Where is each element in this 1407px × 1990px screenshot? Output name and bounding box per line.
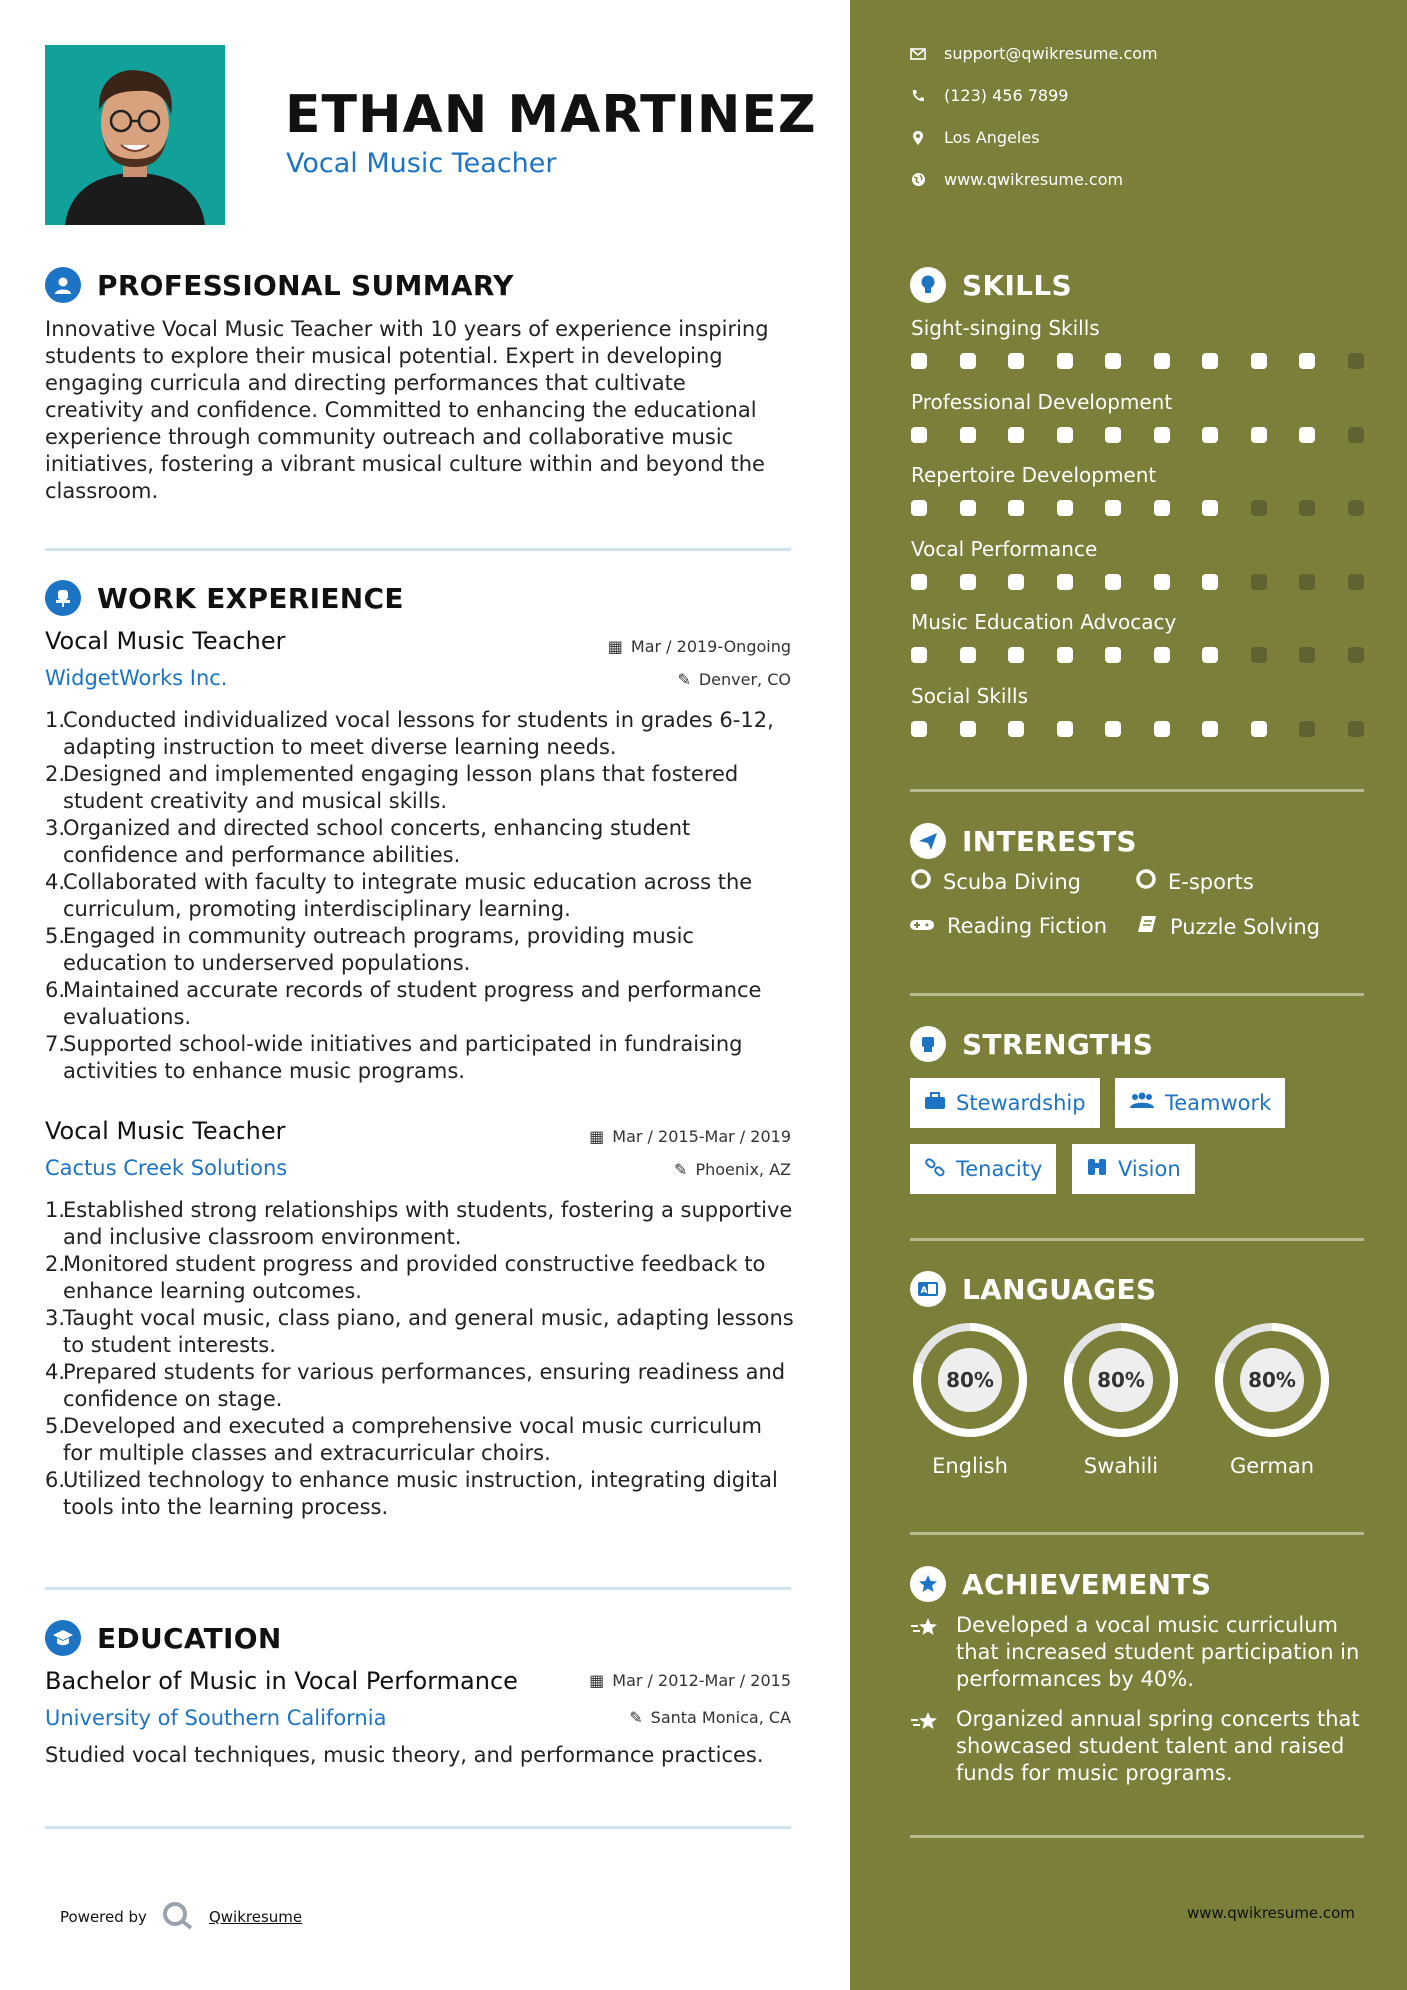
language-progress-ring (908, 1318, 1032, 1442)
skill-dot (1299, 574, 1315, 590)
skill-dot (960, 427, 976, 443)
skill-dot (1008, 427, 1024, 443)
skill-dot (911, 574, 927, 590)
bullet-text: Organized and directed school concerts, enhancing student confidence and performance abilities. (63, 816, 691, 867)
bullet-number: 7. (45, 1032, 66, 1056)
achievement-text: Developed a vocal music curriculum that increased student participation in performances by 40%. (956, 1613, 1360, 1691)
bullet-number: 2. (45, 1252, 66, 1276)
job-dates-text: Mar / 2015-Mar / 2019 (612, 1127, 791, 1146)
link-icon (924, 1157, 946, 1182)
summary-title: PROFESSIONAL SUMMARY (97, 268, 514, 302)
job-title: Vocal Music Teacher (45, 1117, 286, 1145)
skill-rating (911, 500, 1364, 516)
skill-dot (1251, 647, 1267, 663)
skill-dot (960, 647, 976, 663)
divider (910, 789, 1364, 792)
briefcase-chair-icon (45, 580, 81, 616)
skill-name: Social Skills (911, 683, 1029, 708)
achievement-item (910, 1706, 1370, 1787)
company-name: Cactus Creek Solutions (45, 1156, 288, 1180)
footer-website[interactable]: www.qwikresume.com (1187, 1904, 1355, 1922)
bullet-number: 4. (45, 1360, 66, 1384)
skill-dot (1057, 500, 1073, 516)
job-bullet (45, 1467, 795, 1521)
skill-dot (960, 353, 976, 369)
experience-title: WORK EXPERIENCE (97, 581, 404, 615)
education-description: Studied vocal techniques, music theory, and performance practices. (45, 1743, 764, 1767)
bullet-text: Established strong relationships with students, fostering a supportive and inclusive classroom environment. (63, 1198, 793, 1249)
job-bullet (45, 923, 795, 977)
language-progress-ring (1059, 1318, 1183, 1442)
summary-text: Innovative Vocal Music Teacher with 10 years of experience inspiring students to explore their musical potential. Expert in developing engaging curricula and directing performances that cultivate creativity and confidence. Committed to enhancing the educational experience through community outreach and collaborative music initiatives, fostering a vibrant musical culture within and beyond the classroom. (45, 317, 769, 503)
contact-phone-text: (123) 456 7899 (944, 86, 1069, 105)
skill-dot (1348, 647, 1364, 663)
bullet-text: Designed and implemented engaging lesson plans that fostered student creativity and musical skills. (63, 762, 739, 813)
bullet-number: 4. (45, 870, 66, 894)
divider (45, 1826, 791, 1829)
interest-label: E-sports (1168, 869, 1254, 894)
bullet-text: Collaborated with faculty to integrate music education across the curriculum, promoting interdisciplinary learning. (63, 870, 753, 921)
skill-name: Music Education Advocacy (911, 610, 1177, 634)
calendar-icon: ▦ (589, 1127, 605, 1146)
interests-title: INTERESTS (962, 824, 1137, 858)
strength-tag (1115, 1078, 1285, 1128)
skill-dot (1299, 647, 1315, 663)
skill-dot (1202, 721, 1218, 737)
contact-location-text: Los Angeles (944, 128, 1040, 147)
skill-dot (1154, 427, 1170, 443)
skill-name: Professional Development (911, 389, 1173, 414)
bullet-number: 6. (45, 1468, 66, 1492)
skill-dot (1105, 427, 1121, 443)
graduation-cap-icon (45, 1620, 81, 1656)
skill-dot (1105, 353, 1121, 369)
phone-icon (910, 88, 926, 104)
shooting-star-icon (910, 1706, 942, 1787)
skill-dot (1057, 721, 1073, 737)
skill-dot (911, 353, 927, 369)
job-dates (0, 637, 791, 656)
briefcase-icon (924, 1091, 946, 1115)
skill-dot (911, 500, 927, 516)
bullet-number: 1. (45, 1198, 66, 1222)
education-section-header (45, 1620, 282, 1656)
bullet-text: Maintained accurate records of student progress and performance evaluations. (63, 978, 762, 1029)
degree-title: Bachelor of Music in Vocal Performance (45, 1667, 518, 1695)
divider (45, 1587, 791, 1590)
skill-dot (1057, 427, 1073, 443)
skill-dot (1202, 647, 1218, 663)
strength-label: Tenacity (956, 1157, 1043, 1181)
contact-phone[interactable] (910, 86, 1068, 105)
language-icon (910, 1271, 946, 1307)
languages-title: LANGUAGES (962, 1272, 1157, 1306)
job-bullet (45, 977, 795, 1031)
skill-dot (1251, 353, 1267, 369)
language-name: German (1229, 1454, 1315, 1478)
binoculars-icon (1086, 1157, 1108, 1182)
skill-dot (1202, 353, 1218, 369)
job-bullet (45, 815, 795, 869)
skill-dot (1348, 353, 1364, 369)
summary-section-header (45, 267, 514, 303)
job-bullet (45, 707, 795, 761)
job-title: Vocal Music Teacher (45, 627, 286, 655)
interest-label: Puzzle Solving (1170, 914, 1320, 939)
language-item (1059, 1318, 1183, 1478)
skills-section-header (910, 267, 1072, 303)
strength-tag (1072, 1144, 1195, 1194)
strength-label: Teamwork (1165, 1091, 1272, 1115)
lifebuoy-icon (911, 869, 931, 894)
job-bullet (45, 1251, 795, 1305)
skill-dot (960, 500, 976, 516)
calendar-icon: ▦ (589, 1671, 605, 1690)
bullet-text: Engaged in community outreach programs, providing music education to underserved populations. (63, 924, 694, 975)
skill-rating (911, 647, 1364, 663)
skill-dot (1154, 500, 1170, 516)
interest-label: Scuba Diving (943, 869, 1081, 894)
skill-dot (1251, 574, 1267, 590)
job-bullet (45, 869, 795, 923)
skill-rating (911, 574, 1364, 590)
divider (910, 1835, 1364, 1838)
contact-location (910, 128, 1040, 147)
contact-email-text: support@qwikresume.com (944, 44, 1158, 63)
job-bullet (45, 1305, 795, 1359)
skill-rating (911, 353, 1364, 369)
qwikresume-link[interactable]: Qwikresume (208, 1908, 303, 1926)
job-bullet (45, 1413, 795, 1467)
language-progress-ring (1210, 1318, 1334, 1442)
globe-icon (910, 172, 926, 188)
map-marker-icon (910, 130, 926, 146)
skill-name: Repertoire Development (911, 463, 1157, 487)
education-title: EDUCATION (97, 1621, 282, 1655)
bullet-text: Monitored student progress and provided constructive feedback to enhance learning outcomes. (63, 1252, 766, 1303)
skill-dot (1251, 721, 1267, 737)
language-name: Swahili (1083, 1454, 1159, 1478)
skill-name: Sight-singing Skills (911, 316, 1100, 340)
strength-tag (910, 1144, 1056, 1194)
job-bullet (45, 1031, 795, 1085)
skill-dot (1251, 427, 1267, 443)
job-location (0, 670, 791, 689)
language-percent: 80% (1248, 1368, 1296, 1392)
language-name: English (932, 1454, 1008, 1478)
job-dates (0, 1127, 791, 1146)
lightbulb-icon (910, 267, 946, 303)
powered-by-label: Powered by (60, 1908, 147, 1926)
skill-dot (1299, 721, 1315, 737)
job-location-text: Phoenix, AZ (695, 1160, 791, 1179)
skill-dot (1348, 574, 1364, 590)
job-bullet (45, 1359, 795, 1413)
job-dates-text: Mar / 2019-Ongoing (630, 637, 791, 656)
skill-dot (1202, 574, 1218, 590)
company-name: WidgetWorks Inc. (45, 666, 228, 690)
interests-section-header (910, 823, 1137, 859)
skill-dot (1202, 427, 1218, 443)
strength-label: Stewardship (956, 1091, 1086, 1115)
divider (45, 548, 791, 551)
strengths-title: STRENGTHS (962, 1027, 1154, 1061)
fist-icon (910, 1026, 946, 1062)
language-percent: 80% (1097, 1368, 1145, 1392)
skill-dot (1057, 647, 1073, 663)
bullet-number: 3. (45, 816, 66, 840)
education-dates (0, 1671, 791, 1690)
achievements-title: ACHIEVEMENTS (962, 1567, 1212, 1601)
skill-dot (1105, 647, 1121, 663)
pin-icon: ✎ (674, 1160, 688, 1179)
skill-rating (911, 427, 1364, 443)
skill-dot (1105, 574, 1121, 590)
interest-item (1136, 869, 1254, 894)
skill-dot (911, 721, 927, 737)
achievement-text: Organized annual spring concerts that showcased student talent and raised funds for music programs. (956, 1707, 1360, 1785)
skill-dot (1105, 721, 1121, 737)
job-location-text: Denver, CO (698, 670, 791, 689)
language-item (1210, 1318, 1334, 1478)
job-location (0, 1160, 791, 1179)
achievements-section-header (910, 1566, 1211, 1602)
strength-tag (910, 1078, 1100, 1128)
candidate-role: Vocal Music Teacher (286, 148, 557, 179)
skill-dot (1251, 500, 1267, 516)
strength-label: Vision (1118, 1157, 1181, 1181)
job-bullet (45, 761, 795, 815)
candidate-name: ETHAN MARTINEZ (285, 85, 817, 145)
user-icon (45, 267, 81, 303)
skill-dot (1105, 500, 1121, 516)
powered-by (60, 1900, 302, 1934)
qwikresume-logo-icon (161, 1900, 195, 1934)
lifebuoy-icon (1136, 869, 1156, 894)
shooting-star-icon (910, 1612, 942, 1693)
interest-item (1136, 914, 1320, 939)
interest-item (911, 869, 1081, 894)
skill-dot (1008, 721, 1024, 737)
skill-dot (1299, 353, 1315, 369)
bullet-number: 3. (45, 1306, 66, 1330)
book-icon (1136, 914, 1158, 939)
bullet-text: Utilized technology to enhance music instruction, integrating digital tools into the learning process. (63, 1468, 778, 1519)
bullet-number: 5. (45, 924, 66, 948)
divider (910, 1238, 1364, 1241)
skill-dot (1008, 647, 1024, 663)
bullet-number: 1. (45, 708, 66, 732)
skills-title: SKILLS (962, 268, 1072, 302)
bullet-number: 2. (45, 762, 66, 786)
bullet-number: 6. (45, 978, 66, 1002)
skill-dot (960, 574, 976, 590)
skill-dot (1348, 721, 1364, 737)
school-name: University of Southern California (45, 1706, 387, 1730)
skill-dot (1057, 353, 1073, 369)
skill-rating (911, 721, 1364, 737)
bullet-text: Developed and executed a comprehensive vocal music curriculum for multiple classes and extracurricular choirs. (63, 1414, 762, 1465)
paper-plane-icon (910, 823, 946, 859)
profile-photo (45, 45, 225, 225)
job-bullets (45, 1197, 795, 1521)
language-item (908, 1318, 1032, 1478)
achievement-item (910, 1612, 1370, 1693)
contact-website-text: www.qwikresume.com (944, 170, 1124, 189)
skill-dot (1299, 500, 1315, 516)
skill-dot (911, 427, 927, 443)
bullet-number: 5. (45, 1414, 66, 1438)
strengths-section-header (910, 1026, 1153, 1062)
education-location-text: Santa Monica, CA (650, 1708, 791, 1727)
interest-label: Reading Fiction (947, 914, 1108, 938)
languages-section-header (910, 1271, 1156, 1307)
pin-icon: ✎ (629, 1708, 643, 1727)
skill-dot (1057, 574, 1073, 590)
contact-email[interactable] (910, 44, 1158, 63)
skill-dot (1348, 427, 1364, 443)
job-bullet (45, 1197, 795, 1251)
skill-dot (1154, 647, 1170, 663)
envelope-icon (910, 46, 926, 62)
education-location (0, 1708, 791, 1727)
interest-item (909, 914, 1107, 938)
skill-dot (1299, 427, 1315, 443)
skill-dot (1154, 721, 1170, 737)
skill-dot (1008, 500, 1024, 516)
skill-dot (1154, 574, 1170, 590)
skill-dot (1348, 500, 1364, 516)
skill-dot (1202, 500, 1218, 516)
gamepad-icon (909, 914, 935, 938)
calendar-icon: ▦ (607, 637, 623, 656)
divider (910, 1532, 1364, 1535)
bullet-text: Prepared students for various performances, ensuring readiness and confidence on stage. (63, 1360, 786, 1411)
skill-dot (1008, 574, 1024, 590)
skill-dot (1154, 353, 1170, 369)
skill-dot (911, 647, 927, 663)
bullet-text: Taught vocal music, class piano, and general music, adapting lessons to student interests. (63, 1306, 794, 1357)
job-bullets (45, 707, 795, 1085)
contact-website[interactable] (910, 170, 1123, 189)
skill-dot (1008, 353, 1024, 369)
svg-text:A: A (920, 1286, 928, 1296)
divider (910, 993, 1364, 996)
bullet-text: Conducted individualized vocal lessons for students in grades 6-12, adapting instruction to meet diverse learning needs. (63, 708, 774, 759)
skill-dot (960, 721, 976, 737)
skill-name: Vocal Performance (911, 536, 1098, 561)
star-badge-icon (910, 1566, 946, 1602)
experience-section-header (45, 580, 404, 616)
bullet-text: Supported school-wide initiatives and participated in fundraising activities to enhance music programs. (63, 1032, 743, 1083)
education-dates-text: Mar / 2012-Mar / 2015 (612, 1671, 791, 1690)
users-icon (1129, 1091, 1155, 1115)
language-percent: 80% (946, 1368, 994, 1392)
pin-icon: ✎ (677, 670, 691, 689)
